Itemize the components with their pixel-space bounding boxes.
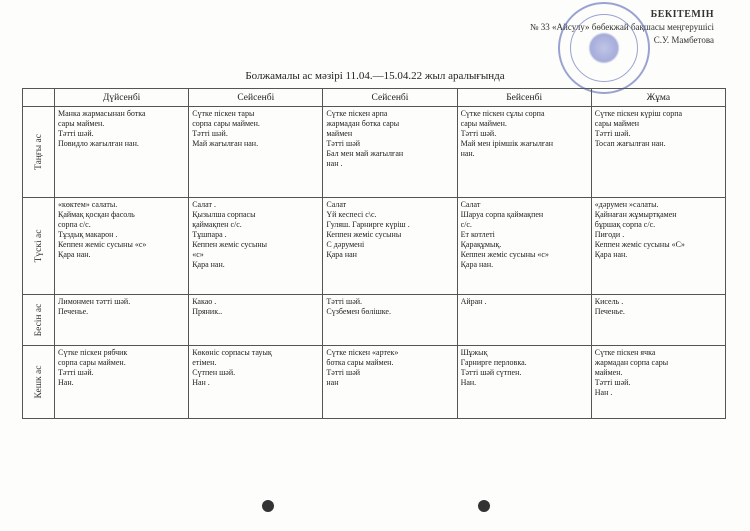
corner-cell xyxy=(23,89,55,107)
dish-line: сорпа с/с. xyxy=(58,220,91,229)
dish-line: Кеппен жеміс сусыны «с» xyxy=(58,240,147,249)
dish-line: сары маймен xyxy=(594,119,640,128)
dish-line: Лимонмен тәтті шәй. xyxy=(58,297,131,306)
dish-line: сорпа сары маймен. xyxy=(58,358,126,367)
dish-line: Қаймақ қосқан фасоль xyxy=(58,210,135,219)
menu-cell xyxy=(323,346,457,419)
dish-line: Тәтті шәй xyxy=(326,139,361,148)
menu-cell xyxy=(189,107,323,198)
dish-line: Салат xyxy=(326,200,347,209)
dish-line: Тәтті шәй. xyxy=(192,129,228,138)
dish-line: Сүтке піскен сұлы сорпа xyxy=(460,109,545,118)
dish-line: Қара нан. xyxy=(460,260,494,269)
menu-cell xyxy=(323,198,457,295)
dish-line: с/с. xyxy=(460,220,472,229)
dish-line: жармадан сорпа сары xyxy=(594,358,669,367)
menu-cell xyxy=(457,198,591,295)
dish-line: Көкөніс сорпасы тауық xyxy=(192,348,272,357)
dish-line: «с» xyxy=(192,250,204,259)
dish-line: Нан . xyxy=(594,388,613,397)
dish-line: Тәтті шәй. xyxy=(594,378,631,387)
menu-cell xyxy=(591,107,725,198)
dish-line: Сүтке піскен «артек» xyxy=(326,348,399,357)
meal-row xyxy=(23,198,726,295)
dish-line: Тәтті шәй. xyxy=(58,368,94,377)
dish-line: Айран . xyxy=(460,297,487,306)
dish-line: Шұжық xyxy=(460,348,488,357)
dish-line: қаймақпен с/с. xyxy=(192,220,242,229)
menu-cell xyxy=(55,346,189,419)
dish-line: Тәтті шәй xyxy=(326,368,361,377)
menu-table xyxy=(22,88,726,419)
dish-line: маймен xyxy=(326,129,353,138)
dish-line: Какао . xyxy=(192,297,217,306)
menu-cell xyxy=(457,107,591,198)
dish-line: Тәтті шәй сүтпен. xyxy=(460,368,522,377)
dish-line: Тәтті шәй. xyxy=(326,297,363,306)
meal-label-cell xyxy=(23,346,55,419)
punch-hole xyxy=(478,500,490,512)
dish-line: Нан. xyxy=(58,378,74,387)
dish-line: Май мен ірімшік жағылған xyxy=(460,139,554,148)
dish-line: Қарақұмық. xyxy=(460,240,502,249)
dish-line: Тәтті шәй. xyxy=(460,129,497,138)
dish-line: Пряник.. xyxy=(192,307,223,316)
dish-line: Повидло жағылған нан. xyxy=(58,139,139,148)
dish-line: Гуляш. Гарнирге күріш . xyxy=(326,220,410,229)
punch-hole xyxy=(262,500,274,512)
meal-row xyxy=(23,295,726,346)
dish-line: Салат xyxy=(460,200,481,209)
menu-cell xyxy=(55,107,189,198)
dish-line: С дәрумені xyxy=(326,240,365,249)
meal-label: Таңғы ас xyxy=(33,134,44,170)
dish-line: «көктем» салаты. xyxy=(58,200,118,209)
dish-line: Қара нан. xyxy=(58,250,91,259)
dish-line: Пиғоди . xyxy=(594,230,625,239)
dish-line: Үй кеспесі с\с. xyxy=(326,210,377,219)
meal-label-cell xyxy=(23,107,55,198)
dish-line: Тұздық макарон . xyxy=(58,230,118,239)
dish-line: Бал мен май жағылған xyxy=(326,149,404,158)
dish-line: Сүтпен шәй. xyxy=(192,368,236,377)
dish-line: Салат . xyxy=(192,200,216,209)
dish-line: Печенье. xyxy=(58,307,89,316)
day-header: Дүйсенбі xyxy=(55,89,189,107)
dish-line: Кеппен жеміс сусыны xyxy=(192,240,267,249)
dish-line: Шаруа сорпа қаймақпен xyxy=(460,210,544,219)
approval-heading: БЕКІТЕМІН xyxy=(650,9,714,20)
dish-line: Тәтті шәй. xyxy=(594,129,631,138)
menu-cell xyxy=(323,107,457,198)
dish-line: Сүтке піскен ячка xyxy=(594,348,656,357)
meal-label-cell xyxy=(23,295,55,346)
dish-line: Тәтті шәй. xyxy=(58,129,94,138)
dish-line: Кеппен жеміс сусыны xyxy=(326,230,402,239)
dish-line: нан. xyxy=(460,149,475,158)
dish-line: Манка жармасынан ботка xyxy=(58,109,146,118)
dish-line: «дәрумен »салаты. xyxy=(594,200,659,209)
dish-line: Сүтке піскен рябчик xyxy=(58,348,128,357)
menu-cell xyxy=(55,295,189,346)
dish-line: Тосап жағылған нан. xyxy=(594,139,666,148)
dish-line: Қызылша сорпасы xyxy=(192,210,256,219)
meal-row xyxy=(23,346,726,419)
dish-line: Тұшпара . xyxy=(192,230,227,239)
dish-line: Май жағылған нан. xyxy=(192,139,259,148)
dish-line: сары маймен. xyxy=(460,119,507,128)
dish-line: Сүтке піскен күріш сорпа xyxy=(594,109,683,118)
menu-cell xyxy=(591,198,725,295)
menu-cell xyxy=(55,198,189,295)
dish-line: Қайнаған жұмыртқамен xyxy=(594,210,677,219)
day-header: Бейсенбі xyxy=(457,89,591,107)
page-title: Болжамалы ас мәзірі 11.04.—15.04.22 жыл аралығында xyxy=(245,70,505,82)
day-header: Жұма xyxy=(591,89,725,107)
dish-line: нан xyxy=(326,378,339,387)
dish-line: Нан . xyxy=(192,378,210,387)
approval-line-2: С.У. Мамбетова xyxy=(653,35,714,45)
dish-line: ботка сары маймен. xyxy=(326,358,394,367)
dish-line: сорпа сары маймен. xyxy=(192,119,260,128)
dish-line: маймен. xyxy=(594,368,623,377)
dish-line: Гарнирге перловка. xyxy=(460,358,527,367)
day-header: Сейсенбі xyxy=(189,89,323,107)
menu-cell xyxy=(457,295,591,346)
dish-line: Кеппен жеміс сусыны «с» xyxy=(460,250,549,259)
menu-cell xyxy=(323,295,457,346)
dish-line: Кеппен жеміс сусыны «С» xyxy=(594,240,685,249)
menu-cell xyxy=(457,346,591,419)
dish-line: Кисель . xyxy=(594,297,624,306)
dish-line: нан . xyxy=(326,159,343,168)
dish-line: Қара нан. xyxy=(594,250,628,259)
day-header: Сейсенбі xyxy=(323,89,457,107)
dish-line: етімен. xyxy=(192,358,217,367)
dish-line: Қара нан xyxy=(326,250,357,259)
dish-line: Печенье. xyxy=(594,307,625,316)
meal-label: Бесін ас xyxy=(33,303,44,337)
dish-line: Нан. xyxy=(460,378,477,387)
meal-label-cell xyxy=(23,198,55,295)
dish-line: Сүтке піскен арпа xyxy=(326,109,388,118)
dish-line: бұршақ сорпа с/с. xyxy=(594,220,656,229)
dish-line: жармадан ботка сары xyxy=(326,119,400,128)
menu-cell xyxy=(189,198,323,295)
menu-cell xyxy=(189,346,323,419)
menu-cell xyxy=(591,346,725,419)
dish-line: сары маймен. xyxy=(58,119,105,128)
dish-line: Ет котлеті xyxy=(460,230,495,239)
meal-label: Кешк ас xyxy=(33,365,44,399)
meal-label: Түскі ас xyxy=(33,229,44,263)
dish-line: Сүзбемен бөлішке. xyxy=(326,307,391,316)
menu-cell xyxy=(591,295,725,346)
header-row xyxy=(23,89,726,107)
approval-line-1: № 33 «Айсулу» бөбекжай бақшасы меңгерушісі xyxy=(529,22,714,32)
meal-row xyxy=(23,107,726,198)
menu-cell xyxy=(189,295,323,346)
dish-line: Қара нан. xyxy=(192,260,225,269)
dish-line: Сүтке піскен тары xyxy=(192,109,255,118)
